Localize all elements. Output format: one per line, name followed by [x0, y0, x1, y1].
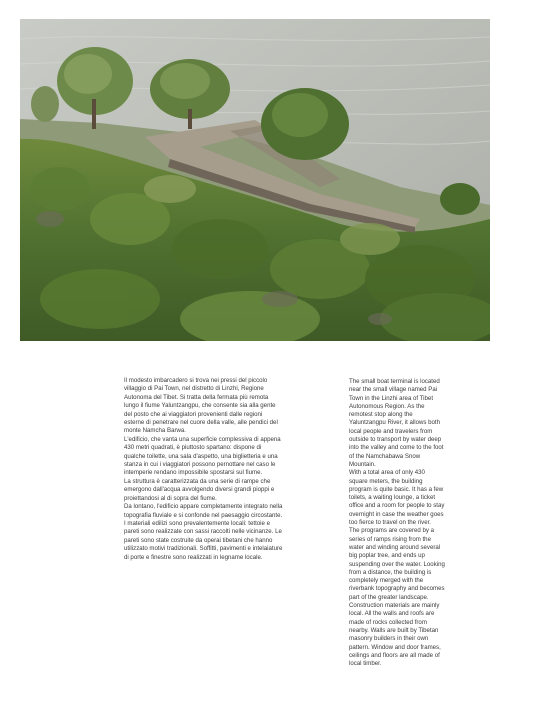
english-text-column [349, 378, 445, 668]
italian-text-column [124, 377, 284, 562]
italian-paragraph: I materiali edilizi sono prevalentemente locali: tettoie e pareti sono realizzate con sassi raccolti nelle vicinanze. Le pareti sono state costruite da operai tibetani che hanno utilizzato motivi tradizionali. Soffitti, pavimenti e intelaiature di porte e finestre sono realizzati in legname locale. [124, 519, 283, 561]
boat-terminal-photo [20, 19, 490, 341]
english-paragraph: Construction materials are mainly local. All the walls and roofs are made of rocks collected from nearby. Walls are built by Tibetan masonry builders in their own pattern. Window and door frames, ceilings and floors are all made of local timber. [349, 602, 441, 668]
english-paragraph: The programs are covered by a series of ramps rising from the water and winding around several big poplar tree, and ends up suspending over the water. Looking from a distance, the building is completely merged with the riverbank topography and becomes part of the greater landscape. [349, 527, 445, 601]
italian-paragraph: Il modesto imbarcadero si trova nei pressi del piccolo villaggio di Pai Town, nel distretto di Linzhi, Regione Autonoma del Tibet. Si tratta della fermata più remota lungo il fiume Yaluntzangpu, che consente sia alla gente del posto che ai viaggiatori provenienti dalle regioni esterne di penetrare nel cuore della valle, alle pendici del monte Namcha Barwa. [124, 377, 278, 435]
english-paragraph: The small boat terminal is located near the small village named Pai Town in the Linzhi area of Tibet Autonomous Region. As the remotest stop along the Yaluntzangpu River, it allows both local people and travelers from outside to transport by water deep into the valley and come to the foot of the Namchabawa Snow Mountain. [349, 378, 444, 468]
italian-paragraph: La struttura è caratterizzata da una serie di rampe che emergono dall'acqua avvolgendo diversi grandi pioppi e proiettandosi al di sopra del fiume. [124, 477, 275, 502]
english-paragraph: With a total area of only 430 square meters, the building program is quite basic. It has a few toilets, a waiting lounge, a ticket office and a room for people to stay overnight in case the weather goes too fierce to travel on the river. [349, 469, 445, 527]
italian-paragraph: Da lontano, l'edificio appare completamente integrato nella topografia fluviale e si confonde nel paesaggio circostante. [124, 503, 283, 519]
italian-paragraph: L'edificio, che vanta una superficie complessiva di appena 430 metri quadrati, è piuttosto spartano: dispone di qualche toilette, una sala d'aspetto, una biglietteria e una stanza in cui i viaggiatori possono pernottare nel caso le intemperie rendano impossibile spostarsi sul fiume. [124, 435, 281, 477]
